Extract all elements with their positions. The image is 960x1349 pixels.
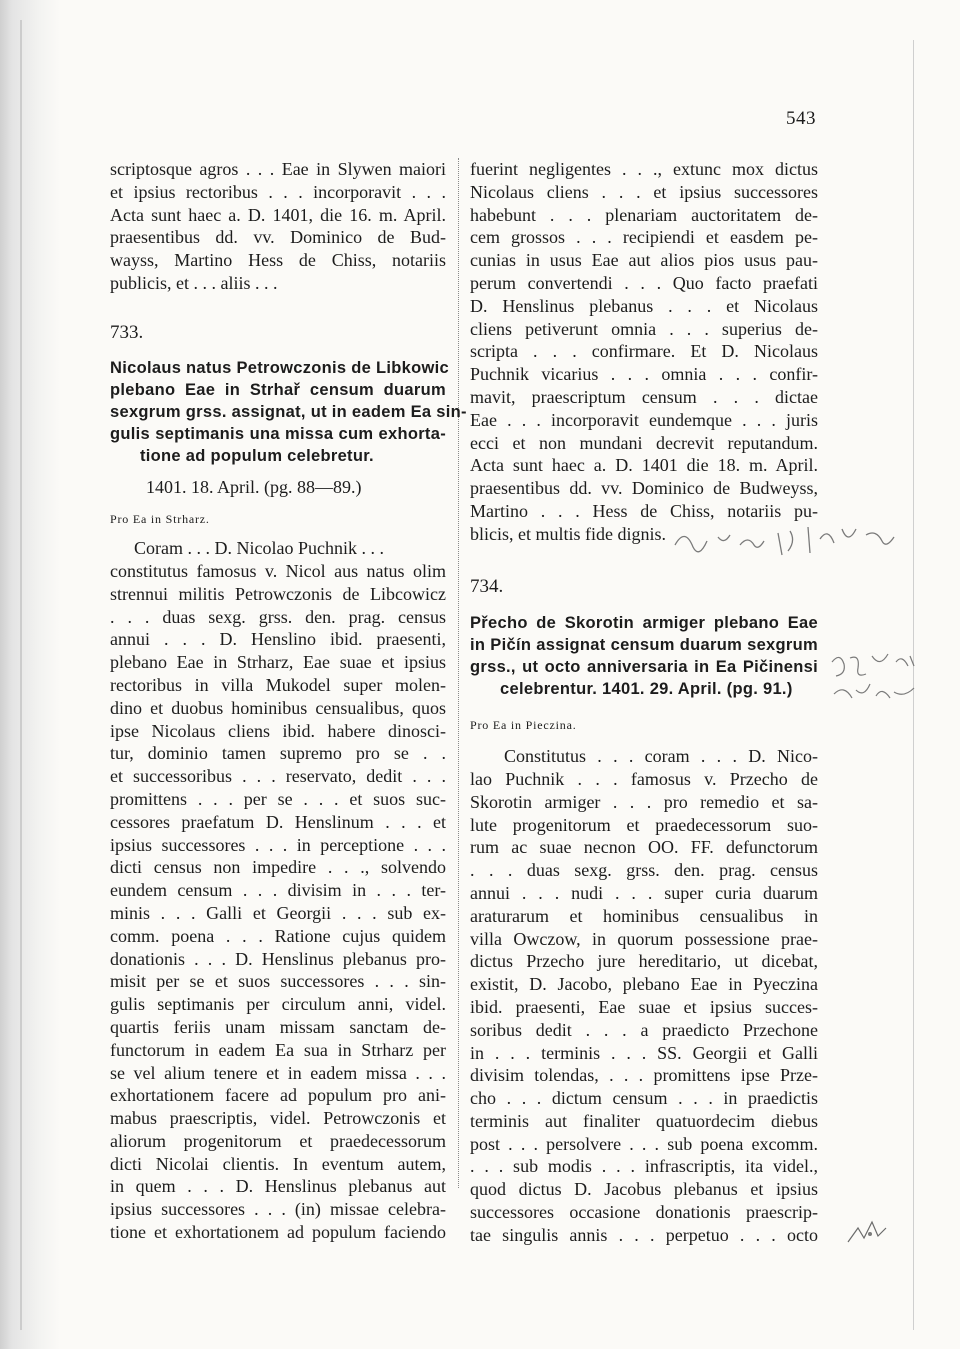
page-number: 543	[786, 108, 816, 129]
text-line: ipsius successores . . . (in) missae celebra-	[110, 1199, 446, 1220]
text-line: terminis aut finaliter quatuordecim diebus	[470, 1110, 818, 1131]
text-line: cem grossos . . . recipiendi et easdem pe-	[470, 227, 818, 248]
ink-smudge	[842, 1212, 892, 1252]
text-line: . . . duas sexg. grss. den. prag. census	[470, 860, 818, 881]
left-intro-paragraph	[110, 158, 446, 295]
text-line: cho . . . dictum censum . . . in praedictis	[470, 1088, 818, 1109]
text-line: ibid. praesenti, Eae suae et ipsius succes-	[470, 996, 818, 1017]
text-line: successores occasione donationis praescrip-	[470, 1202, 818, 1223]
text-line: scripta . . . confirmare. Et D. Nicolaus	[470, 341, 818, 362]
text-line: mabus praescriptis, videl. Petrowczonis et	[110, 1108, 446, 1129]
text-line: blicis, et multis fide dignis.	[470, 523, 666, 544]
subhead: Pro Ea in Strharz.	[110, 512, 210, 527]
right-body-paragraph	[470, 745, 818, 1247]
text-line: dino et duobus hominibus censualibus, quos	[110, 697, 446, 718]
text-line: praesentibus dd. vv. Dominico de Bud-	[110, 227, 446, 248]
text-line: dicti Nicolai clientis. In eventum autem,	[110, 1153, 446, 1174]
subhead: Pro Ea in Pieczina.	[470, 718, 577, 733]
text-line: ipsius successores . . . in perceptione . . .	[110, 834, 446, 855]
text-line: D. Henslinus plebanus . . . et Nicolaus	[470, 295, 818, 316]
left-column	[110, 158, 467, 1244]
book-spine-shadow	[0, 0, 60, 1349]
text-line: Martino . . . Hess de Chiss, notariis pu-	[470, 500, 818, 521]
text-line: minis . . . Galli et Georgii . . . sub ex-	[110, 902, 446, 923]
heading-line: in Pičín assignat censum duarum sexgrum	[470, 636, 818, 655]
text-line: tione et exhortationem ad populum faciendo	[110, 1222, 446, 1243]
text-line: gulis septimanis per circulum anni, videl.	[110, 994, 446, 1015]
text-line: Acta sunt haec a. D. 1401 die 18. m. April.	[470, 455, 818, 476]
handwritten-annotation-top	[670, 515, 910, 565]
heading-line: gulis septimanis una missa cum exhorta-	[110, 424, 446, 443]
entry-number: 734.	[470, 575, 504, 597]
text-line: Acta sunt haec a. D. 1401, die 16. m. April.	[110, 204, 446, 225]
text-line: . . . sub modis . . . infrascriptis, ita videl.,	[470, 1156, 818, 1177]
text-line: constitutus famosus v. Nicol aus natus olim	[110, 560, 446, 581]
text-line: dicti census non impedire . . ., solvendo	[110, 857, 446, 878]
text-line: lao Puchnik . . . famosus v. Przecho de	[470, 768, 818, 789]
right-intro-paragraph	[470, 158, 818, 546]
text-line: cunias in usus Eae aut alios pios usus pau-	[470, 250, 818, 271]
text-line: Nicolaus cliens . . . et ipsius successores	[470, 181, 818, 202]
heading-line: tione ad populum celebretur.	[140, 446, 374, 465]
dateline: 1401. 18. April. (pg. 88—89.)	[146, 476, 362, 497]
text-line: post . . . persolvere . . . sub poena excomm.	[470, 1133, 818, 1154]
text-line: eundem censum . . . divisim in . . . ter-	[110, 880, 446, 901]
text-line: se vel alium tenere et in eadem missa . . .	[110, 1062, 446, 1083]
column-divider	[458, 158, 460, 1188]
text-line: praesentibus dd. vv. Dominico de Budweyss,	[470, 478, 818, 499]
text-line: cliens petiverunt omnia . . . superius de-	[470, 318, 818, 339]
text-line: . . . duas sexg. grss. den. prag. census	[110, 606, 446, 627]
text-line: fuerint negligentes . . ., extunc mox dictus	[470, 159, 818, 179]
binding-edge	[20, 20, 22, 1330]
text-line: misit per se et suos successores . . . sin-	[110, 971, 446, 992]
text-line: Skorotin armiger . . . pro remedio et sa-	[470, 791, 818, 812]
text-line: existit, D. Jacobo, plebano Eae in Pyeczina	[470, 974, 818, 995]
text-line: habebunt . . . plenariam auctoritatem de-	[470, 204, 818, 225]
text-line: rectoribus in villa Mukodel super molen-	[110, 674, 446, 695]
text-line: et successoribus . . . reservato, dedit . . .	[110, 766, 446, 787]
text-line: quod dictus D. Jacobus plebanus et ipsius	[470, 1179, 818, 1200]
text-line: tur, dominio tamen supremo pro se . .	[110, 743, 446, 764]
text-line: villa Owczow, in quorum possessione prae-	[470, 928, 818, 949]
text-line: ecci et non mundani decrevit reputandum.	[470, 432, 818, 453]
text-line: ipse Nicolaus cliens ibid. habere dinosci-	[110, 720, 446, 741]
text-line: soribus dedit . . . a praedicto Przechone	[470, 1019, 818, 1040]
heading-line: plebano Eae in Strhař censum duarum	[110, 380, 446, 399]
text-line: functorum in eadem Ea sua in Strharz per	[110, 1039, 446, 1060]
text-line: Puchnik vicarius . . . omnia . . . confir-	[470, 364, 818, 385]
text-line: cessores praefatum D. Henslinum . . . et	[110, 811, 446, 832]
text-line: et ipsius rectoribus . . . incorporavit . . .	[110, 181, 446, 202]
text-line: Constitutus . . . coram . . . D. Nico-	[504, 746, 818, 767]
text-line: in . . . terminis . . . SS. Georgii et Galli	[470, 1042, 818, 1063]
text-line: annui . . . D. Henslino ibid. praesenti,	[110, 629, 446, 650]
heading-line: Přecho de Skorotin armiger plebano Eae	[470, 614, 818, 633]
entry-heading	[110, 357, 467, 467]
text-line: donationis . . . D. Henslinus plebanus pro-	[110, 948, 446, 969]
heading-line: celebrentur. 1401. 29. April. (pg. 91.)	[500, 680, 793, 699]
text-line: lute progenitorum et praedecessorum suo-	[470, 814, 818, 835]
text-line: exhortationem facere ad populum pro ani-	[110, 1085, 446, 1106]
text-line: divisim tolendas, . . . promittens ipse Prze-	[470, 1065, 818, 1086]
heading-line: Nicolaus natus Petrowczonis de Libkowic	[110, 358, 450, 377]
text-line: Eae . . . incorporavit eundemque . . . juris	[470, 409, 818, 430]
text-line: wayss, Martino Hess de Chiss, notariis	[110, 250, 446, 271]
text-line: perum convertendi . . . Quo facto praefati	[470, 272, 818, 293]
text-line: annui . . . nudi . . . super curia duarum	[470, 882, 818, 903]
heading-line: sexgrum grss. assignat, ut in eadem Ea sin-	[110, 402, 467, 421]
right-column	[470, 158, 818, 1247]
entry-number: 733.	[110, 321, 144, 343]
left-body-paragraph	[110, 537, 446, 1244]
text-line: promittens . . . per se . . . et suos suc-	[110, 788, 446, 809]
text-line: araturarum et hominibus censualibus in	[470, 905, 818, 926]
text-line: dictus Przecho jure hereditario, ut dicebat,	[470, 951, 818, 972]
text-line: publicis, et . . . aliis . . .	[110, 272, 278, 293]
text-line: plebano Eae in Strharz, Eae suae et ipsius	[110, 652, 446, 673]
text-line: in quem . . . D. Henslinus plebanus aut	[110, 1176, 446, 1197]
text-line: mavit, praescriptum censum . . . dictae	[470, 386, 818, 407]
handwritten-annotation-right	[828, 648, 928, 718]
text-line: strennui militis Petrowczonis de Libcowicz	[110, 583, 446, 604]
text-line: rum ac suae necnon OO. FF. defunctorum	[470, 837, 818, 858]
entry-heading	[470, 612, 818, 700]
text-line: quartis feriis unam missam sanctam de-	[110, 1016, 446, 1037]
text-line: scriptosque agros . . . Eae in Slywen maiori	[110, 159, 446, 179]
text-line: comm. poena . . . Ratione cujus quidem	[110, 925, 446, 946]
text-line: tae singulis annis . . . perpetuo . . . octo	[470, 1224, 818, 1245]
text-line: aliorum progenitorum et praedecessorum	[110, 1130, 446, 1151]
text-line: Coram . . . D. Nicolao Puchnik . . .	[134, 538, 384, 559]
heading-line: grss., ut octo anniversaria in Ea Pičinensi	[470, 658, 818, 677]
